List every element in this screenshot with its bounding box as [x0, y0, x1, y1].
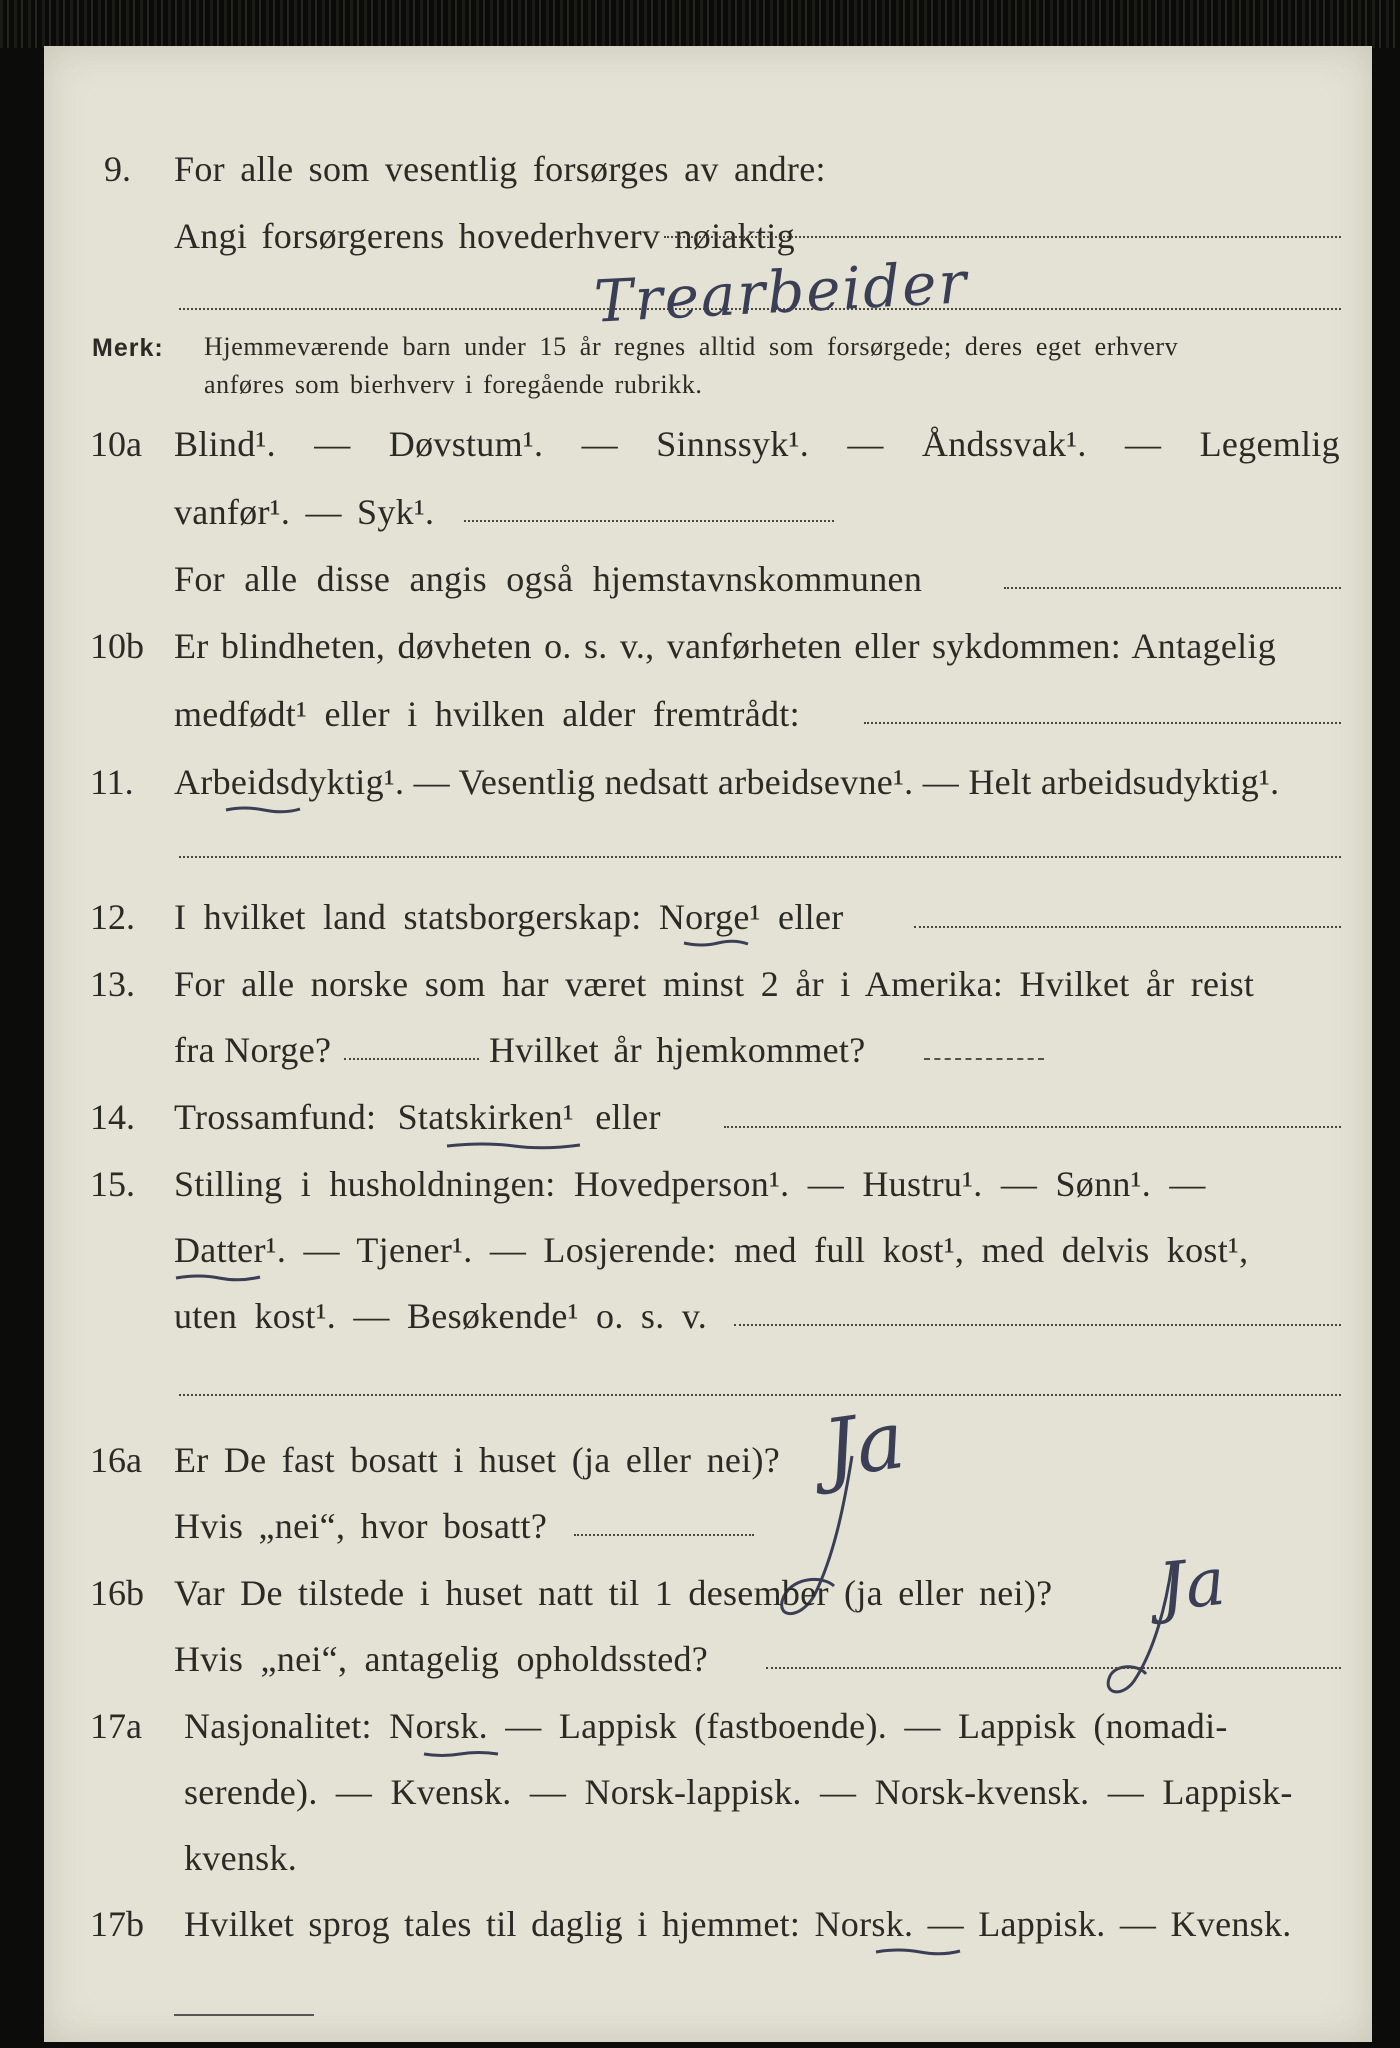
q10a-answer-line[interactable] [464, 520, 834, 522]
q10a-number: 10a [90, 424, 142, 464]
q16a-handwritten-answer: Ja [817, 1392, 910, 1497]
q11-underline-mark [224, 804, 304, 816]
q17b-line1: Hvilket sprog tales til daglig i hjemmet: Norsk. — Lappisk. — Kvensk. [184, 1904, 1292, 1944]
census-form-page [44, 46, 1372, 2042]
q10a-option-sinnssyk: Sinnssyk¹. [656, 424, 810, 464]
q9-answer-line[interactable] [664, 236, 1341, 238]
q10a-option-legemlig: Legemlig [1199, 424, 1340, 464]
q12-underline-mark [682, 938, 752, 950]
q15-line1: Stilling i husholdningen: Hovedperson¹. — Hustru¹. — Sønn¹. — [174, 1164, 1206, 1204]
q14-underline-mark [444, 1139, 584, 1153]
q9-line1: For alle som vesentlig forsørges av andre: [174, 149, 826, 189]
q17a-line2: serende). — Kvensk. — Norsk-lappisk. — Norsk-kvensk. — Lappisk- [184, 1772, 1293, 1812]
q16a-line1: Er De fast bosatt i huset (ja eller nei)? [174, 1440, 781, 1480]
q10b-number: 10b [90, 626, 144, 666]
q17a-line3: kvensk. [184, 1838, 298, 1878]
q14-number: 14. [90, 1097, 135, 1137]
q10a-line2: vanfør¹. — Syk¹. [174, 492, 435, 532]
merk-label: Merk: [92, 334, 164, 362]
footnote-rule [174, 2014, 314, 2016]
q13-number: 13. [90, 964, 135, 1004]
q16b-answer-stroke [1094, 1556, 1204, 1706]
q10a-hjemstavn-line[interactable] [1004, 587, 1341, 589]
q16b-number: 16b [90, 1573, 144, 1613]
q10b-line2: medfødt¹ eller i hvilken alder fremtrådt: [174, 694, 800, 734]
q11-line1: Arbeidsdyktig¹. — Vesentlig nedsatt arbeidsevne¹. — Helt arbeidsudyktig¹. [174, 762, 1280, 802]
q13-departure-year-line[interactable] [344, 1058, 479, 1060]
q17a-line1: Nasjonalitet: Norsk. — Lappisk (fastboende). — Lappisk (nomadi- [184, 1706, 1228, 1746]
q16b-line1: Var De tilstede i huset natt til 1 desember (ja eller nei)? [174, 1573, 1053, 1613]
q9-handwritten-answer: Trearbeider [592, 248, 970, 336]
q15-line2: Datter¹. — Tjener¹. — Losjerende: med full kost¹, med delvis kost¹, [174, 1230, 1249, 1270]
q9-number: 9. [104, 149, 131, 189]
q17a-number: 17a [90, 1706, 142, 1746]
q14-answer-line[interactable] [724, 1126, 1341, 1128]
merk-line2: anføres som bierhverv i foregående rubrikk. [204, 370, 703, 399]
q13-line2-return: Hvilket år hjemkommet? [489, 1030, 866, 1070]
q10a-dash: — [314, 424, 351, 464]
q16a-line2: Hvis „nei“, hvor bosatt? [174, 1506, 548, 1546]
q15-answer-line-2[interactable] [179, 1394, 1341, 1396]
q13-return-year-line[interactable] [924, 1058, 1044, 1060]
q15-number: 15. [90, 1164, 135, 1204]
q16a-residence-line[interactable] [574, 1534, 754, 1536]
q9-line2: Angi forsørgerens hovederhverv nøiaktig [174, 216, 795, 256]
q15-underline-mark [174, 1272, 264, 1284]
merk-line1: Hjemmeværende barn under 15 år regnes alltid som forsørgede; deres eget erhverv [204, 332, 1179, 361]
q10a-option-blind: Blind¹. [174, 424, 276, 464]
q16a-number: 16a [90, 1440, 142, 1480]
q10a-dash: — [847, 424, 884, 464]
q10a-option-dovstum: Døvstum¹. [388, 424, 544, 464]
q15-line3: uten kost¹. — Besøkende¹ o. s. v. [174, 1296, 708, 1336]
q16b-handwritten-answer: Ja [1155, 1542, 1229, 1627]
q16b-line2: Hvis „nei“, antagelig opholdssted? [174, 1639, 709, 1679]
q17a-underline-mark [422, 1748, 502, 1760]
q13-line1: For alle norske som har været minst 2 år i Amerika: Hvilket år reist [174, 964, 1255, 1004]
q10a-line3: For alle disse angis også hjemstavnskommunen [174, 559, 923, 599]
q12-answer-line[interactable] [914, 926, 1341, 928]
q13-line2-from: fra Norge? [174, 1030, 332, 1070]
q11-number: 11. [90, 762, 134, 802]
q14-line1: Trossamfund: Statskirken¹ eller [174, 1097, 661, 1137]
q10a-line1 [174, 426, 1340, 462]
q10a-dash: — [1124, 424, 1162, 464]
q16b-place-line[interactable] [766, 1667, 1341, 1669]
q17b-number: 17b [90, 1904, 144, 1944]
q11-answer-line[interactable] [179, 856, 1341, 858]
q10a-option-andssvak: Åndssvak¹. [921, 424, 1087, 464]
q10a-dash: — [581, 424, 618, 464]
q10b-line1: Er blindheten, døvheten o. s. v., vanførheten eller sykdommen: Antagelig [174, 626, 1277, 666]
q17b-underline-mark [874, 1946, 964, 1958]
scanner-edge [0, 0, 1400, 48]
q12-number: 12. [90, 897, 135, 937]
q15-answer-line[interactable] [734, 1324, 1341, 1326]
q12-line1: I hvilket land statsborgerskap: Norge¹ eller [174, 897, 844, 937]
q10b-answer-line[interactable] [864, 722, 1341, 724]
